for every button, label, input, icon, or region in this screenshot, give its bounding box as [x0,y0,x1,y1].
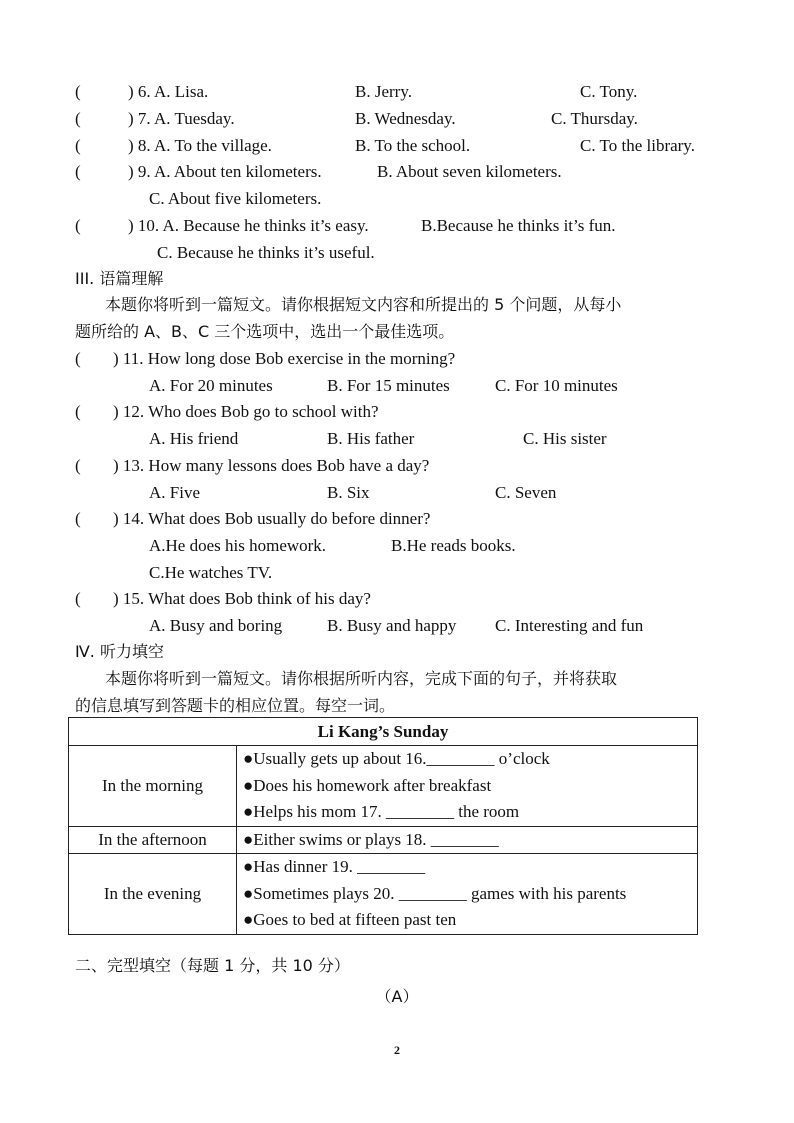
option-b: B.Because he thinks it’s fun. [421,216,616,235]
time-label: In the afternoon [69,826,237,854]
option-c: C. Interesting and fun [495,616,644,635]
option-c: C. Seven [495,483,557,502]
part-2-subtitle: （A） [375,987,419,1006]
section-4-instruction-cont: 的信息填写到答题卡的相应位置。每空一词。 [75,696,396,715]
option-a: ) 9. A. About ten kilometers. [128,162,322,181]
answer-paren[interactable]: ( [75,456,81,475]
question-text: ) 11. How long dose Bob exercise in the morning? [113,349,456,368]
option-a: A. His friend [149,429,239,448]
option-b: B. Six [327,483,370,502]
option-b: B. To the school. [355,136,471,155]
answer-paren[interactable]: ( [75,349,81,368]
activity-item[interactable]: ●Sometimes plays 20. ________ games with his parents [243,883,627,903]
option-c: C. His sister [523,429,607,448]
question-text: ) 15. What does Bob think of his day? [113,589,371,608]
activity-item[interactable]: ●Either swims or plays 18. ________ [243,829,499,849]
answer-paren[interactable]: ( [75,109,81,128]
option-c: C. About five kilometers. [149,189,322,208]
section-3-title: III. 语篇理解 [75,269,164,288]
option-a: A. Five [149,483,200,502]
activity-list [237,826,698,854]
option-b: B. For 15 minutes [327,376,450,395]
section-3-instruction-cont: 题所给的 A、B、C 三个选项中，选出一个最佳选项。 [75,322,455,341]
question-text: ) 12. Who does Bob go to school with? [113,402,379,421]
answer-paren[interactable]: ( [75,162,81,181]
time-label: In the morning [69,746,237,827]
option-c: C. Tony. [580,82,638,101]
option-a: ) 6. A. Lisa. [128,82,209,101]
activity-item[interactable]: ●Has dinner 19. ________ [243,857,426,876]
option-b: B.He reads books. [391,536,516,555]
option-b: B. Wednesday. [355,109,456,128]
part-2-title: 二、完型填空（每题 1 分，共 10 分） [75,956,350,975]
question-text: ) 14. What does Bob usually do before dinner? [113,509,431,528]
table-header-row [69,718,698,746]
question-14-option-c [149,562,272,584]
answer-paren[interactable]: ( [75,402,81,421]
option-c: C. For 10 minutes [495,376,618,395]
question-text: ) 13. How many lessons does Bob have a day? [113,456,430,475]
answer-paren[interactable]: ( [75,589,81,608]
time-label: In the evening [69,854,237,935]
option-c: C.He watches TV. [149,563,273,582]
option-a: ) 10. A. Because he thinks it’s easy. [128,216,369,235]
option-a: A.He does his homework. [149,536,327,555]
option-b: B. About seven kilometers. [377,162,562,181]
activity-item: ●Goes to bed at fifteen past ten [243,910,457,929]
page-number: 2 [394,1043,400,1057]
section-4-title: Ⅳ. 听力填空 [75,642,164,661]
activity-item[interactable]: ●Helps his mom 17. ________ the room [243,802,520,821]
section-3-instruction: 本题你将听到一篇短文。请你根据短文内容和所提出的 5 个问题，从每小 [105,295,622,314]
table-row [69,854,698,935]
option-c: C. Thursday. [551,109,638,128]
activity-list [237,854,698,935]
question-10-option-c [157,242,375,264]
answer-paren[interactable]: ( [75,216,81,235]
option-b: B. His father [327,429,415,448]
activity-list [237,746,698,827]
answer-paren[interactable]: ( [75,509,81,528]
table-row [69,746,698,827]
option-c: C. Because he thinks it’s useful. [157,243,375,262]
answer-paren[interactable]: ( [75,82,81,101]
activity-item: ●Does his homework after breakfast [243,775,492,795]
answer-paren[interactable]: ( [75,136,81,155]
activity-item[interactable]: ●Usually gets up about 16.________ o’clock [243,749,550,768]
table-title: Li Kang’s Sunday [69,718,698,746]
question-9-option-c [149,188,321,210]
table-row [69,826,698,854]
option-a: A. Busy and boring [149,616,283,635]
option-b: B. Jerry. [355,82,412,101]
section-4-instruction: 本题你将听到一篇短文。请你根据所听内容，完成下面的句子，并将获取 [105,669,618,688]
li-kang-sunday-table [68,717,698,935]
option-a: A. For 20 minutes [149,376,273,395]
option-c: C. To the library. [580,136,695,155]
option-b: B. Busy and happy [327,616,457,635]
option-a: ) 8. A. To the village. [128,136,272,155]
option-a: ) 7. A. Tuesday. [128,109,235,128]
